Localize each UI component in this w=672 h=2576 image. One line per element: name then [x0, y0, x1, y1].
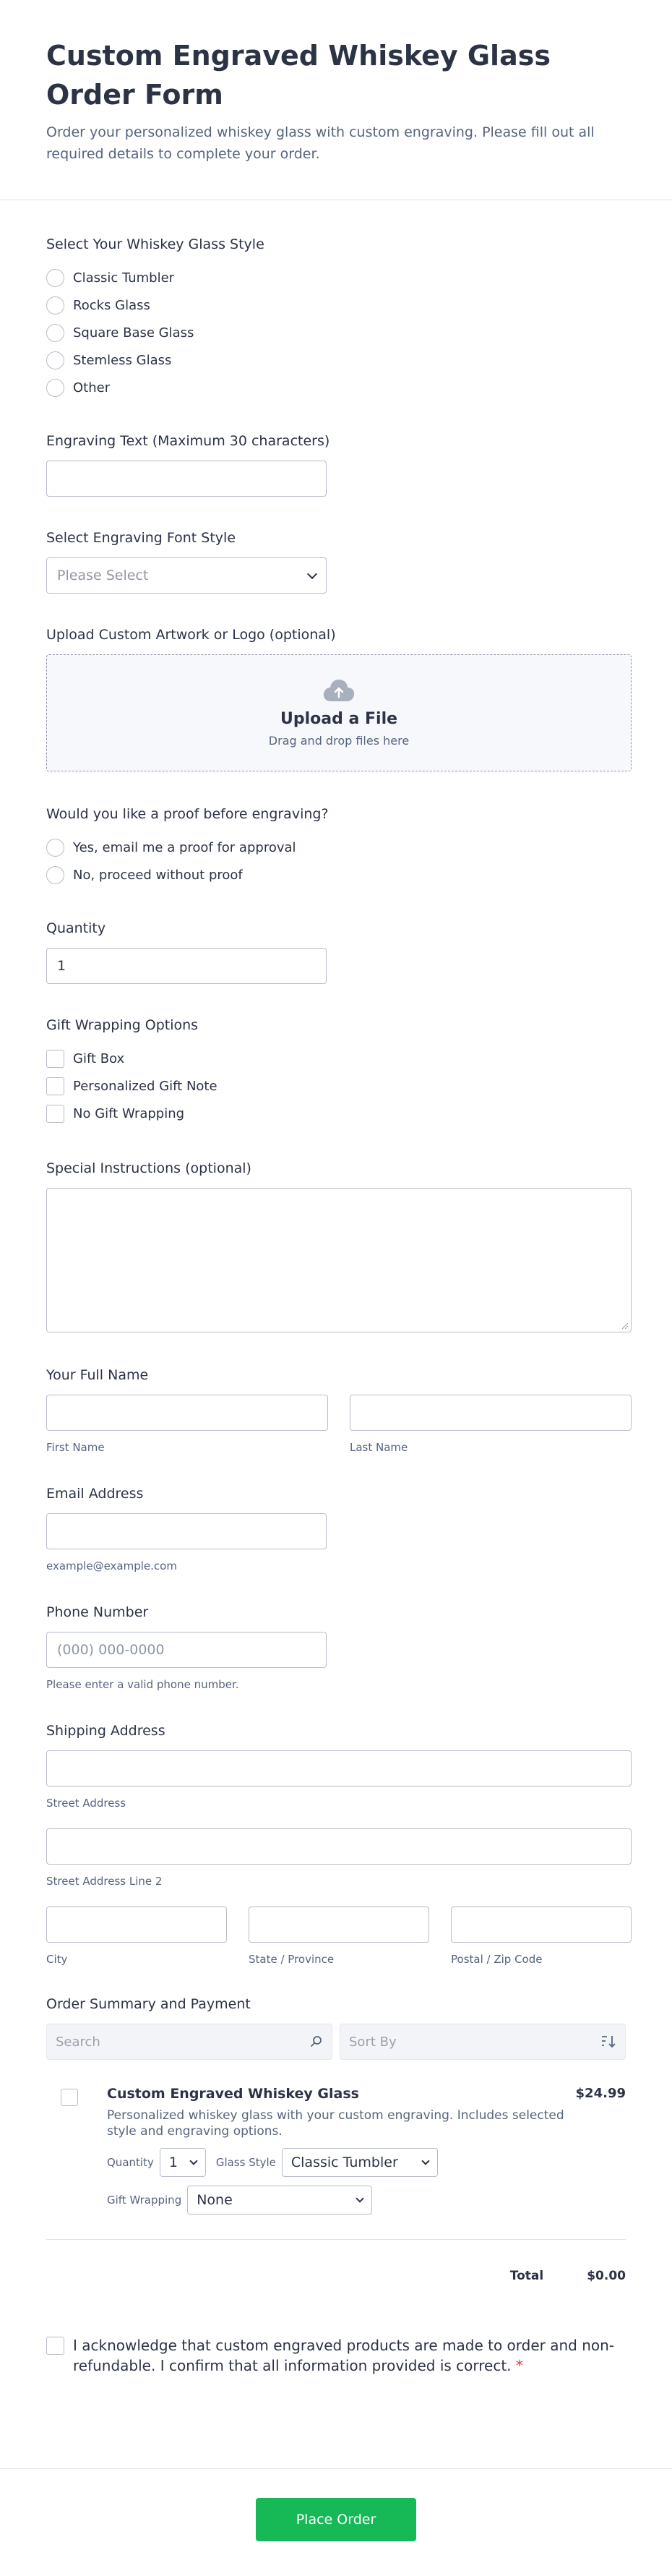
- engraving-text-label: Engraving Text (Maximum 30 characters): [46, 433, 330, 449]
- product-wrap-label: Gift Wrapping: [107, 2194, 182, 2207]
- acknowledge-field: [46, 2335, 626, 2376]
- city-col: [46, 1907, 227, 1966]
- product-description: Personalized whiskey glass with your custom engraving. Includes selected style and engraving options.: [107, 2108, 564, 2139]
- resize-handle-icon[interactable]: [621, 1322, 629, 1330]
- product-options-row: [107, 2148, 626, 2177]
- font-style-label: Select Engraving Font Style: [46, 530, 236, 546]
- option-label: No Gift Wrapping: [73, 1105, 185, 1121]
- product-style-select[interactable]: [282, 2148, 438, 2177]
- last-name-col: [350, 1395, 632, 1454]
- email-sublabel: example@example.com: [46, 1559, 177, 1572]
- state-col: [249, 1907, 429, 1966]
- font-style-placeholder: Please Select: [57, 568, 149, 583]
- glass-option-square[interactable]: [46, 319, 626, 346]
- radio-button[interactable]: [46, 839, 64, 857]
- chevron-down-icon: [356, 2194, 364, 2202]
- glass-option-other[interactable]: [46, 374, 626, 401]
- email-input[interactable]: [46, 1513, 327, 1549]
- phone-label: Phone Number: [46, 1604, 149, 1620]
- phone-question: [46, 1603, 626, 1691]
- form-footer: [0, 2468, 672, 2576]
- product-quantity-value: 1: [168, 2154, 178, 2170]
- option-label: Yes, email me a proof for approval: [73, 839, 296, 855]
- product-header: [107, 2086, 626, 2102]
- radio-button[interactable]: [46, 866, 64, 884]
- phone-placeholder: (000) 000-0000: [57, 1642, 165, 1658]
- chevron-down-icon: [189, 2157, 197, 2165]
- street2-input[interactable]: [46, 1828, 632, 1865]
- state-sublabel: State / Province: [249, 1953, 335, 1966]
- product-checkbox[interactable]: [61, 2089, 78, 2106]
- glass-style-label: Select Your Whiskey Glass Style: [46, 236, 264, 252]
- glass-option-stemless[interactable]: [46, 346, 626, 374]
- cloud-upload-icon: [322, 678, 356, 703]
- product-toolbar: [46, 2024, 626, 2060]
- engraving-text-question: [46, 432, 626, 497]
- first-name-sublabel: First Name: [46, 1441, 105, 1454]
- total-value: $0.00: [587, 2269, 626, 2283]
- product-style-value: Classic Tumbler: [290, 2154, 398, 2170]
- option-label: Gift Box: [73, 1050, 125, 1066]
- option-label: Rocks Glass: [73, 297, 150, 313]
- name-question: [46, 1366, 626, 1454]
- radio-button[interactable]: [46, 324, 64, 342]
- proof-question: [46, 805, 626, 889]
- quantity-question: [46, 919, 626, 984]
- summary-question: [46, 1995, 626, 2283]
- product-wrap-value: None: [197, 2192, 233, 2208]
- city-state-zip-row: [46, 1907, 626, 1966]
- product-style-label: Glass Style: [215, 2156, 276, 2169]
- gift-label: Gift Wrapping Options: [46, 1017, 199, 1033]
- instructions-label: Special Instructions (optional): [46, 1160, 251, 1176]
- gift-option-none[interactable]: [46, 1100, 626, 1127]
- engraving-text-input[interactable]: [46, 461, 327, 497]
- option-label: Square Base Glass: [73, 325, 194, 341]
- product-price: $24.99: [575, 2086, 626, 2101]
- quantity-input[interactable]: 1: [46, 948, 327, 984]
- checkbox[interactable]: [46, 1105, 64, 1123]
- phone-input[interactable]: [46, 1632, 327, 1668]
- glass-option-rocks[interactable]: [46, 291, 626, 319]
- option-label: No, proceed without proof: [73, 867, 243, 883]
- phone-sublabel: Please enter a valid phone number.: [46, 1678, 239, 1691]
- checkbox[interactable]: [46, 1050, 64, 1068]
- checkbox[interactable]: [46, 1077, 64, 1095]
- proof-label: Would you like a proof before engraving?: [46, 806, 329, 822]
- first-name-input[interactable]: [46, 1395, 328, 1431]
- option-label: Other: [73, 380, 111, 395]
- gift-option-box[interactable]: [46, 1045, 626, 1072]
- summary-divider: [46, 2239, 626, 2240]
- street2-sublabel: Street Address Line 2: [46, 1875, 163, 1888]
- font-style-question: [46, 529, 626, 594]
- product-quantity-select[interactable]: [160, 2148, 206, 2177]
- quantity-label: Quantity: [46, 920, 106, 936]
- upload-dropzone[interactable]: [46, 654, 632, 771]
- instructions-textarea[interactable]: [46, 1188, 632, 1332]
- city-input[interactable]: [46, 1907, 227, 1943]
- chevron-down-icon: [421, 2157, 429, 2165]
- email-question: [46, 1484, 626, 1572]
- place-order-button[interactable]: Place Order: [256, 2498, 416, 2541]
- gift-question: [46, 1016, 626, 1127]
- name-label: Your Full Name: [46, 1367, 149, 1383]
- acknowledge-text-wrap: [73, 2335, 626, 2376]
- email-label: Email Address: [46, 1486, 144, 1502]
- summary-label: Order Summary and Payment: [46, 1996, 251, 2012]
- product-search-input[interactable]: [46, 2024, 332, 2060]
- zip-sublabel: Postal / Zip Code: [451, 1953, 543, 1966]
- sort-icon: [600, 2034, 616, 2049]
- proof-option-no[interactable]: [46, 861, 626, 889]
- radio-button[interactable]: [46, 351, 64, 369]
- proof-option-yes[interactable]: [46, 834, 626, 861]
- first-name-col: [46, 1395, 328, 1454]
- instructions-question: [46, 1159, 626, 1332]
- product-wrap-row: [107, 2186, 626, 2215]
- sort-placeholder: Sort By: [349, 2034, 397, 2050]
- total-row: [46, 2269, 626, 2283]
- address-question: [46, 1721, 626, 1966]
- product-name: Custom Engraved Whiskey Glass: [107, 2086, 359, 2102]
- last-name-sublabel: Last Name: [350, 1441, 408, 1454]
- chevron-down-icon: [307, 568, 317, 578]
- address-label: Shipping Address: [46, 1723, 165, 1739]
- gift-option-note[interactable]: [46, 1072, 626, 1100]
- option-label: Personalized Gift Note: [73, 1078, 217, 1094]
- required-mark: *: [515, 2357, 523, 2374]
- upload-subtitle: Drag and drop files here: [268, 734, 410, 748]
- zip-input[interactable]: [451, 1907, 632, 1943]
- zip-col: [451, 1907, 632, 1966]
- page-subtitle: Order your personalized whiskey glass with custom engraving. Please fill out all required details to complete your order.: [46, 124, 595, 162]
- acknowledge-text: I acknowledge that custom engraved products are made to order and non-refundable. I confirm that all information provided is correct.: [73, 2337, 615, 2374]
- product-item: [46, 2086, 626, 2215]
- form-body: [0, 235, 672, 2376]
- state-input[interactable]: [249, 1907, 429, 1943]
- glass-style-question: [46, 235, 626, 401]
- page-title: Custom Engraved Whiskey Glass Order Form: [46, 40, 551, 111]
- glass-option-classic[interactable]: [46, 264, 626, 291]
- acknowledge-checkbox[interactable]: [46, 2337, 64, 2355]
- radio-button[interactable]: [46, 269, 64, 287]
- radio-button[interactable]: [46, 296, 64, 314]
- product-quantity-label: Quantity: [107, 2156, 154, 2169]
- search-icon: [310, 2035, 323, 2048]
- upload-title: Upload a File: [280, 710, 398, 728]
- street-input[interactable]: [46, 1750, 632, 1786]
- product-wrap-select[interactable]: [187, 2186, 372, 2215]
- last-name-input[interactable]: [350, 1395, 632, 1431]
- street-sublabel: Street Address: [46, 1797, 126, 1810]
- option-label: Stemless Glass: [73, 352, 172, 368]
- product-sort-select[interactable]: [340, 2024, 626, 2060]
- form-header: [0, 0, 672, 200]
- search-placeholder: Search: [56, 2034, 100, 2050]
- city-sublabel: City: [46, 1953, 68, 1966]
- name-row: [46, 1395, 626, 1454]
- upload-question: [46, 625, 626, 771]
- font-style-select[interactable]: [46, 557, 327, 594]
- radio-button[interactable]: [46, 379, 64, 397]
- option-label: Classic Tumbler: [73, 270, 175, 286]
- product-info: [107, 2086, 626, 2215]
- total-label: Total: [509, 2269, 544, 2283]
- upload-label: Upload Custom Artwork or Logo (optional): [46, 627, 336, 643]
